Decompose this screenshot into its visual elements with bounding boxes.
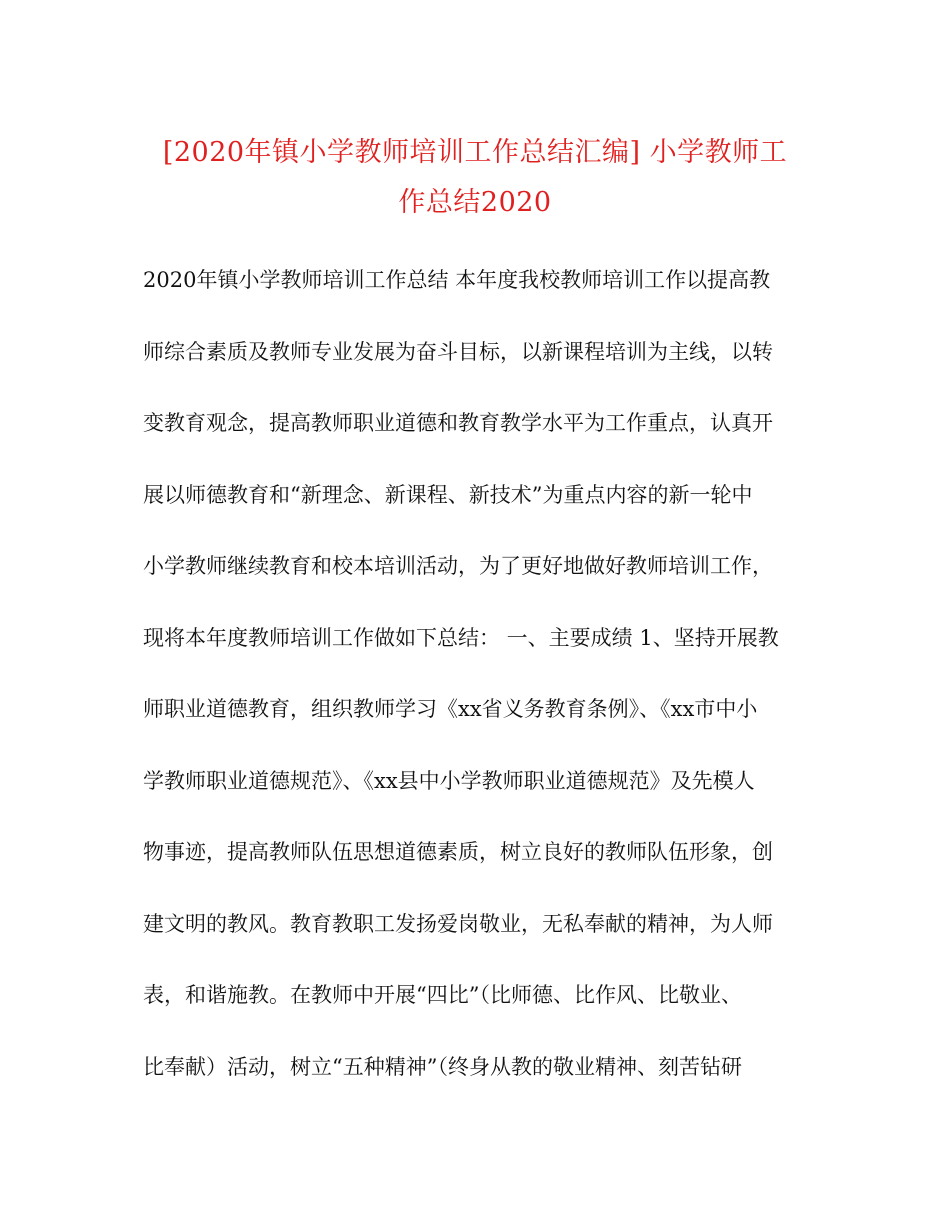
body-line-3: 变教育观念，提高教师职业道德和教育教学水平为工作重点，认真开 — [143, 411, 773, 435]
body-line-7: 师职业道德教育，组织教师学习《xx省义务教育条例》、《xx市中小 — [143, 697, 758, 721]
body-line-10: 建文明的教风。教育教职工发扬爱岗敬业，无私奉献的精神，为人师 — [143, 911, 773, 936]
body-line-11: 表，和谐施教。在教师中开展“四比”（比师德、比作风、比敬业、 — [143, 983, 742, 1007]
body-line-4: 展以师德教育和“新理念、新课程、新技术”为重点内容的新一轮中 — [143, 482, 753, 507]
document-title — [130, 128, 820, 228]
body-line-8: 学教师职业道德规范》、《xx县中小学教师职业道德规范》及先模人 — [143, 768, 755, 793]
title-line-2: 作总结2020 — [398, 187, 552, 218]
body-line-5: 小学教师继续教育和校本培训活动，为了更好地做好教师培训工作， — [143, 554, 773, 578]
document-body — [143, 255, 813, 1113]
body-line-6: 现将本年度教师培训工作做如下总结： 一、主要成绩 1、坚持开展教 — [143, 625, 779, 650]
title-line-1: [2020年镇小学教师培训工作总结汇编] 小学教师工 — [162, 137, 788, 168]
body-line-12: 比奉献）活动，树立“五种精神”（终身从教的敬业精神、刻苦钻研 — [143, 1054, 742, 1079]
body-line-2: 师综合素质及教师专业发展为奋斗目标，以新课程培训为主线，以转 — [143, 339, 773, 364]
body-line-9: 物事迹，提高教师队伍思想道德素质，树立良好的教师队伍形象，创 — [143, 840, 773, 864]
body-line-1: 2020年镇小学教师培训工作总结 本年度我校教师培训工作以提高教 — [143, 268, 771, 292]
